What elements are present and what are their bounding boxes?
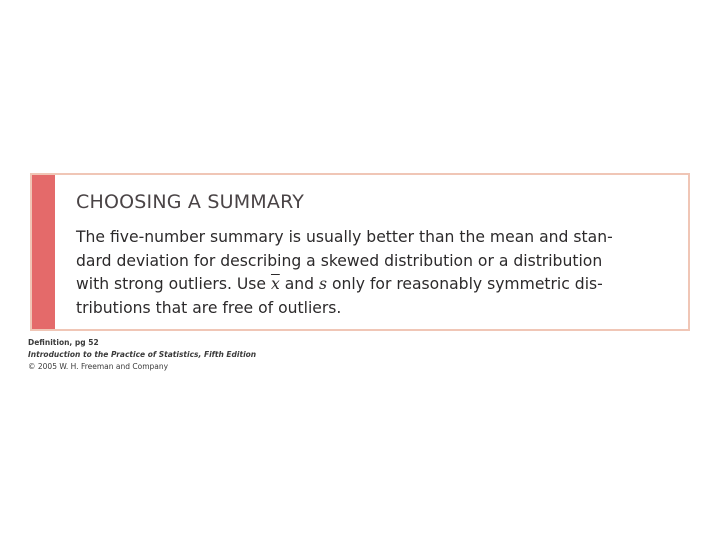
x-bar-symbol: $\overline{x}$ [270, 275, 280, 293]
source-caption [28, 337, 256, 373]
body-line-3-start: with strong outliers. Use [76, 275, 271, 293]
body-line-4: tributions that are free of outliers. [76, 298, 342, 317]
box-title: CHOOSING A SUMMARY [76, 191, 305, 213]
caption-book-title: Introduction to the Practice of Statistics, Fifth Edition [28, 350, 257, 359]
body-line-2: dard deviation for describing a skewed distribution or a distribution [76, 251, 603, 270]
definition-box [30, 173, 690, 331]
caption-copyright: © 2005 W. H. Freeman and Company [28, 362, 169, 371]
caption-definition: Definition, pg 52 [28, 338, 99, 347]
body-line-3-end: only for reasonably symmetric dis- [327, 275, 603, 293]
accent-bar [32, 175, 55, 329]
box-body-text [76, 226, 676, 320]
body-line-3-and: and [279, 275, 320, 293]
s-symbol: s [319, 275, 328, 293]
body-line-1: The five-number summary is usually better than the mean and stan- [76, 228, 613, 246]
body-line-3 [76, 273, 676, 297]
